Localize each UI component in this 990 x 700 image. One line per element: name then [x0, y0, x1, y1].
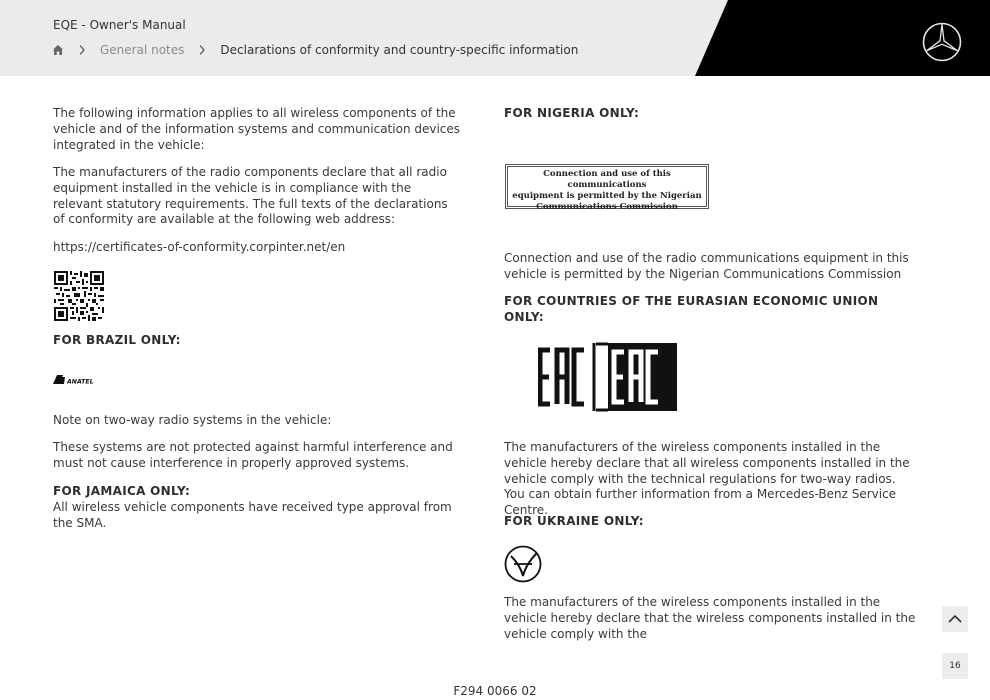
page-number-badge [942, 653, 968, 679]
eaeu-heading: FOR COUNTRIES OF THE EURASIAN ECONOMIC UNION ONLY: [504, 294, 879, 324]
interference-paragraph: These systems are not protected against harmful interference and must not cause interference in properly approved systems. [53, 440, 453, 470]
chevron-up-icon [947, 613, 963, 625]
manual-title: EQE - Owner's Manual [53, 18, 186, 32]
breadcrumb-current: Declarations of conformity and country-specific information [220, 43, 579, 57]
header-black-panel [0, 0, 990, 76]
nigeria-label-line: Communications Commission [536, 202, 678, 212]
ukraine-conformity-mark [504, 544, 542, 584]
breadcrumb-link-general-notes[interactable]: General notes [100, 43, 185, 57]
certificates-url[interactable]: https://certificates-of-conformity.corpinter.net/en [53, 240, 346, 254]
chevron-right-icon [198, 44, 206, 56]
brazil-heading: FOR BRAZIL ONLY: [53, 333, 181, 347]
nigeria-label-line: equipment is permitted by the Nigerian [512, 191, 702, 201]
intro-paragraph: The following information applies to all wireless components of the vehicle and of the information systems and communication devices integrated in the vehicle: [53, 106, 461, 152]
breadcrumb [52, 41, 578, 59]
page-number: 16 [949, 661, 961, 671]
ukraine-paragraph: The manufacturers of the wireless components installed in the vehicle hereby declare that the wireless components installed in the vehicle comply with the [504, 595, 916, 641]
scroll-to-top-button[interactable] [942, 606, 968, 632]
declaration-paragraph: The manufacturers of the radio components declare that all radio equipment installed in the vehicle is in compliance with the relevant statutory requirements. The full texts of the declarations of conformity are available at the following web address: [53, 165, 448, 227]
eaeu-paragraph: The manufacturers of the wireless components installed in the vehicle hereby declare that all wireless components installed in the vehicle comply with the technical regulations for two-way radios. You can obtain further information from a Mercedes-Benz Service Centre. [504, 440, 910, 518]
nigeria-label-line: Connection and use of this communications [543, 169, 671, 190]
anatel-logo [53, 374, 95, 385]
home-icon[interactable] [52, 44, 64, 56]
header-bar [0, 0, 990, 76]
svg-text:ANATEL: ANATEL [67, 378, 94, 385]
nigeria-heading: FOR NIGERIA ONLY: [504, 106, 640, 120]
two-way-radio-note: Note on two-way radio systems in the vehicle: [53, 413, 332, 427]
nigeria-label-image [505, 164, 709, 212]
chevron-right-icon [78, 44, 86, 56]
ukraine-heading: FOR UKRAINE ONLY: [504, 514, 644, 528]
jamaica-heading: FOR JAMAICA ONLY: [53, 484, 191, 498]
nigeria-paragraph: Connection and use of the radio communications equipment in this vehicle is permitted by the Nigerian Communications Commission [504, 251, 909, 281]
eac-logo [538, 342, 678, 412]
jamaica-paragraph: All wireless vehicle components have received type approval from the SMA. [53, 500, 452, 530]
qr-code [54, 271, 104, 321]
mercedes-benz-logo [922, 22, 962, 62]
image-reference-code: F294 0066 02 [453, 684, 537, 698]
